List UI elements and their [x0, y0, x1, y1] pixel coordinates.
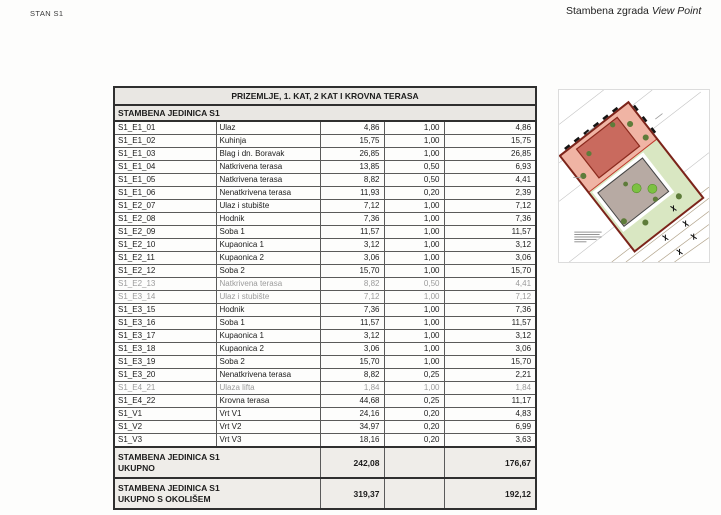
cell-coefficient: 1,00	[384, 239, 444, 252]
table-title: PRIZEMLJE, 1. KAT, 2 KAT I KROVNA TERASA	[114, 87, 536, 105]
cell-room-code: S1_E4_21	[114, 382, 216, 395]
cell-room-code: S1_E3_18	[114, 343, 216, 356]
cell-room-name: Soba 1	[216, 317, 320, 330]
cell-weighted-area: 3,06	[444, 252, 536, 265]
cell-room-code: S1_E2_12	[114, 265, 216, 278]
cell-area: 7,12	[320, 291, 384, 304]
cell-room-code: S1_E1_01	[114, 121, 216, 135]
cell-weighted-area: 26,85	[444, 148, 536, 161]
cell-room-name: Ulaz i stubište	[216, 291, 320, 304]
table-row	[114, 343, 536, 356]
table-row	[114, 161, 536, 174]
cell-area: 3,12	[320, 239, 384, 252]
cell-area: 11,57	[320, 317, 384, 330]
cell-total-area: 242,08	[320, 447, 384, 478]
cell-area: 8,82	[320, 174, 384, 187]
cell-area: 26,85	[320, 148, 384, 161]
table-total-row	[114, 447, 536, 478]
cell-room-code: S1_E1_05	[114, 174, 216, 187]
cell-weighted-area: 4,41	[444, 174, 536, 187]
cell-coefficient: 1,00	[384, 121, 444, 135]
table-row	[114, 408, 536, 421]
cell-area: 8,82	[320, 278, 384, 291]
cell-room-code: S1_E4_22	[114, 395, 216, 408]
cell-room-code: S1_E2_08	[114, 213, 216, 226]
cell-room-name: Vrt V3	[216, 434, 320, 448]
cell-weighted-area: 7,12	[444, 200, 536, 213]
cell-coefficient: 1,00	[384, 265, 444, 278]
cell-total-empty	[384, 447, 444, 478]
cell-room-name: Vrt V2	[216, 421, 320, 434]
total-label-line1: STAMBENA JEDINICA S1	[118, 482, 220, 493]
cell-room-name: Kupaonica 1	[216, 330, 320, 343]
table-row	[114, 121, 536, 135]
table-row	[114, 148, 536, 161]
cell-room-name: Ulaz	[216, 121, 320, 135]
cell-weighted-area: 3,63	[444, 434, 536, 448]
doc-title: STAN S1	[30, 9, 64, 18]
total-label-line1: STAMBENA JEDINICA S1	[118, 451, 220, 462]
table-row	[114, 304, 536, 317]
cell-weighted-area: 2,21	[444, 369, 536, 382]
cell-room-name: Ulaza lifta	[216, 382, 320, 395]
cell-room-code: S1_E3_19	[114, 356, 216, 369]
cell-weighted-area: 6,99	[444, 421, 536, 434]
table-row	[114, 278, 536, 291]
cell-room-name: Nenatkrivena terasa	[216, 187, 320, 200]
cell-room-code: S1_E3_16	[114, 317, 216, 330]
cell-room-code: S1_E2_13	[114, 278, 216, 291]
cell-area: 3,12	[320, 330, 384, 343]
cell-area: 1,84	[320, 382, 384, 395]
table-row	[114, 434, 536, 448]
cell-room-name: Vrt V1	[216, 408, 320, 421]
table-row	[114, 135, 536, 148]
table-totals	[114, 447, 536, 509]
table-row	[114, 174, 536, 187]
cell-area: 7,12	[320, 200, 384, 213]
cell-room-code: S1_E2_07	[114, 200, 216, 213]
total-label-line2: UKUPNO	[118, 462, 155, 473]
cell-coefficient: 1,00	[384, 135, 444, 148]
cell-area: 34,97	[320, 421, 384, 434]
cell-weighted-area: 7,36	[444, 304, 536, 317]
cell-total-weighted: 176,67	[444, 447, 536, 478]
table-body	[114, 121, 536, 447]
table-row	[114, 252, 536, 265]
cell-room-name: Natkrivena terasa	[216, 278, 320, 291]
cell-area: 11,57	[320, 226, 384, 239]
cell-coefficient: 0,20	[384, 187, 444, 200]
cell-weighted-area: 7,36	[444, 213, 536, 226]
cell-area: 13,85	[320, 161, 384, 174]
cell-coefficient: 1,00	[384, 304, 444, 317]
cell-weighted-area: 7,12	[444, 291, 536, 304]
cell-room-name: Natkrivena terasa	[216, 161, 320, 174]
building-name-regular: Stambena zgrada	[566, 5, 649, 17]
cell-coefficient: 1,00	[384, 148, 444, 161]
cell-room-name: Kupaonica 2	[216, 343, 320, 356]
cell-total-empty	[384, 478, 444, 509]
cell-coefficient: 0,20	[384, 434, 444, 448]
cell-weighted-area: 4,86	[444, 121, 536, 135]
cell-coefficient: 1,00	[384, 291, 444, 304]
cell-coefficient: 1,00	[384, 356, 444, 369]
cell-coefficient: 1,00	[384, 226, 444, 239]
cell-coefficient: 1,00	[384, 330, 444, 343]
cell-room-code: S1_E1_06	[114, 187, 216, 200]
map-note-lines	[574, 232, 601, 243]
cell-room-code: S1_E2_09	[114, 226, 216, 239]
cell-room-code: S1_V3	[114, 434, 216, 448]
cell-room-code: S1_E1_02	[114, 135, 216, 148]
cell-room-code: S1_V2	[114, 421, 216, 434]
cell-room-code: S1_E3_15	[114, 304, 216, 317]
cell-area: 15,70	[320, 265, 384, 278]
table-row	[114, 330, 536, 343]
cell-area: 11,93	[320, 187, 384, 200]
cell-weighted-area: 1,84	[444, 382, 536, 395]
cell-room-name: Kupaonica 1	[216, 239, 320, 252]
cell-weighted-area: 11,17	[444, 395, 536, 408]
table-row	[114, 382, 536, 395]
cell-coefficient: 0,20	[384, 421, 444, 434]
cell-room-code: S1_E3_20	[114, 369, 216, 382]
cell-room-code: S1_E1_03	[114, 148, 216, 161]
table-row	[114, 356, 536, 369]
cell-room-code: S1_E2_11	[114, 252, 216, 265]
cell-room-name: Soba 2	[216, 265, 320, 278]
cell-room-name: Blag i dn. Boravak	[216, 148, 320, 161]
cell-total-area: 319,37	[320, 478, 384, 509]
cell-weighted-area: 15,75	[444, 135, 536, 148]
table-row	[114, 395, 536, 408]
cell-coefficient: 1,00	[384, 252, 444, 265]
table-row	[114, 291, 536, 304]
cell-room-name: Ulaz i stubište	[216, 200, 320, 213]
cell-room-code: S1_E3_17	[114, 330, 216, 343]
cell-area: 7,36	[320, 304, 384, 317]
cell-coefficient: 0,50	[384, 161, 444, 174]
table-row	[114, 200, 536, 213]
cell-room-name: Krovna terasa	[216, 395, 320, 408]
cell-coefficient: 0,50	[384, 278, 444, 291]
cell-weighted-area: 11,57	[444, 226, 536, 239]
building-name-italic: View Point	[651, 5, 702, 17]
cell-area: 24,16	[320, 408, 384, 421]
table-total-row	[114, 478, 536, 509]
cell-weighted-area: 4,83	[444, 408, 536, 421]
cell-coefficient: 0,25	[384, 369, 444, 382]
cell-area: 18,16	[320, 434, 384, 448]
cell-total-label	[114, 478, 320, 509]
cell-weighted-area: 2,39	[444, 187, 536, 200]
table-subtitle: STAMBENA JEDINICA S1	[114, 105, 536, 121]
cell-coefficient: 1,00	[384, 382, 444, 395]
cell-weighted-area: 6,93	[444, 161, 536, 174]
cell-room-name: Natkrivena terasa	[216, 174, 320, 187]
cell-coefficient: 0,20	[384, 408, 444, 421]
cell-room-name: Kuhinja	[216, 135, 320, 148]
table-row	[114, 213, 536, 226]
cell-room-code: S1_E1_04	[114, 161, 216, 174]
cell-weighted-area: 3,12	[444, 239, 536, 252]
cell-weighted-area: 3,06	[444, 343, 536, 356]
cell-area: 15,70	[320, 356, 384, 369]
area-table	[113, 86, 537, 510]
cell-area: 3,06	[320, 343, 384, 356]
cell-room-code: S1_E3_14	[114, 291, 216, 304]
cell-area: 8,82	[320, 369, 384, 382]
cell-coefficient: 0,25	[384, 395, 444, 408]
cell-area: 3,06	[320, 252, 384, 265]
cell-room-code: S1_V1	[114, 408, 216, 421]
building-name	[566, 5, 701, 17]
cell-coefficient: 1,00	[384, 200, 444, 213]
cell-coefficient: 0,50	[384, 174, 444, 187]
table-row	[114, 187, 536, 200]
site-plan-drawing	[559, 90, 709, 262]
table-row	[114, 226, 536, 239]
cell-room-code: S1_E2_10	[114, 239, 216, 252]
cell-room-name: Hodnik	[216, 213, 320, 226]
cell-room-name: Nenatkrivena terasa	[216, 369, 320, 382]
cell-weighted-area: 15,70	[444, 356, 536, 369]
cell-room-name: Soba 1	[216, 226, 320, 239]
site-plan-map	[558, 89, 710, 263]
table-row	[114, 421, 536, 434]
cell-coefficient: 1,00	[384, 213, 444, 226]
table-row	[114, 317, 536, 330]
cell-weighted-area: 4,41	[444, 278, 536, 291]
cell-room-name: Kupaonica 2	[216, 252, 320, 265]
table-row	[114, 265, 536, 278]
cell-area: 44,68	[320, 395, 384, 408]
table-row	[114, 369, 536, 382]
table-row	[114, 239, 536, 252]
cell-total-weighted: 192,12	[444, 478, 536, 509]
cell-area: 4,86	[320, 121, 384, 135]
cell-weighted-area: 11,57	[444, 317, 536, 330]
cell-weighted-area: 3,12	[444, 330, 536, 343]
cell-coefficient: 1,00	[384, 317, 444, 330]
total-label-line2: UKUPNO S OKOLIŠEM	[118, 493, 211, 504]
cell-room-name: Soba 2	[216, 356, 320, 369]
table-subtitle-row	[114, 105, 536, 121]
cell-area: 7,36	[320, 213, 384, 226]
cell-total-label	[114, 447, 320, 478]
cell-coefficient: 1,00	[384, 343, 444, 356]
cell-weighted-area: 15,70	[444, 265, 536, 278]
cell-area: 15,75	[320, 135, 384, 148]
cell-room-name: Hodnik	[216, 304, 320, 317]
table-title-row	[114, 87, 536, 105]
